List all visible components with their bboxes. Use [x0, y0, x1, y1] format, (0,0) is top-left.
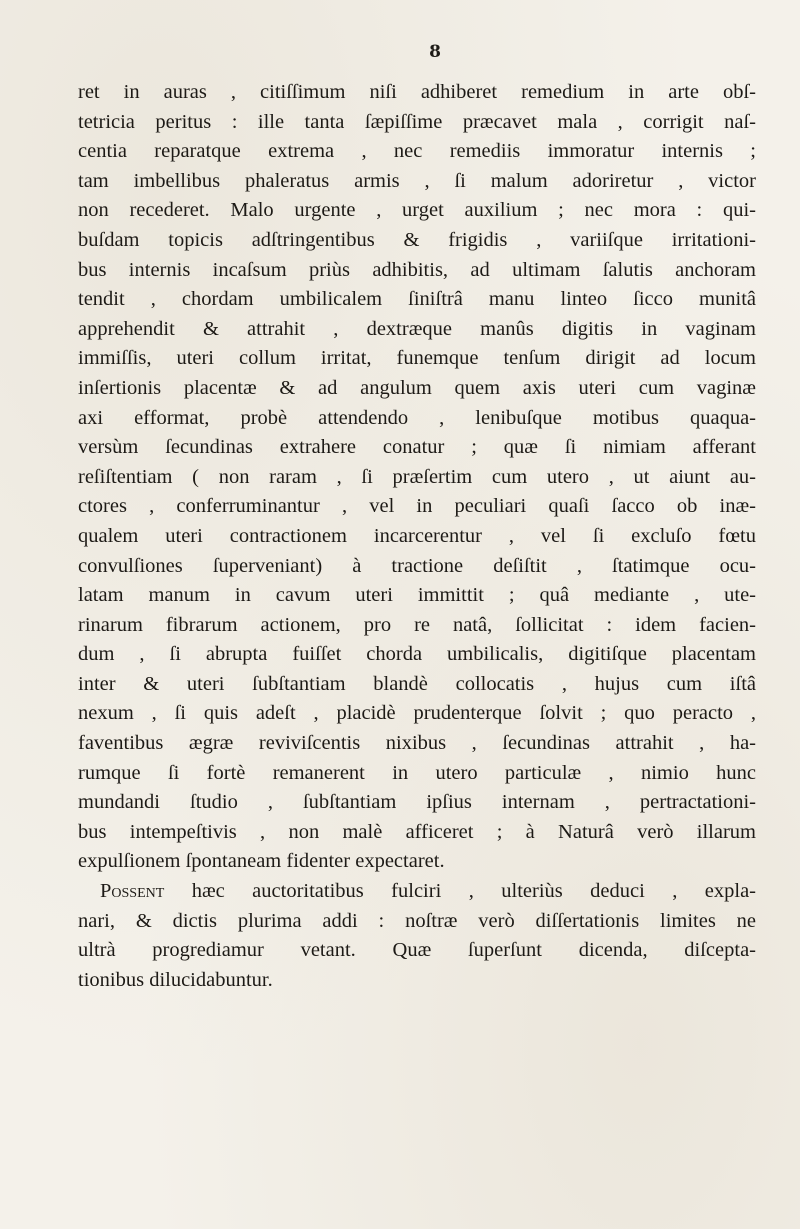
- text-line: immiſſis, uteri collum irritat, funemque tenſum dirigit ad locum: [78, 347, 756, 370]
- text-line: axi efformat, probè attendendo , lenibuſque motibus quaqua-: [78, 406, 756, 429]
- text-line: tionibus dilucidabuntur.: [78, 968, 273, 991]
- text-line: nexum , ſi quis adeſt , placidè prudenterque ſolvit ; quo peracto ,: [78, 702, 756, 725]
- text-line: mundandi ſtudio , ſubſtantiam ipſius internam , pertractationi-: [78, 791, 756, 814]
- text-line: expulſionem ſpontaneam fidenter expectaret.: [78, 850, 445, 873]
- text-line: bus internis incaſsum priùs adhibitis, ad ultimam ſalutis anchoram: [78, 258, 756, 281]
- text-line: bus intempeſtivis , non malè afficeret ; à Naturâ verò illarum: [78, 820, 756, 843]
- text-line: nari, & dictis plurima addi : noſtræ verò diſſertationis limites ne: [78, 909, 756, 932]
- text-line: inter & uteri ſubſtantiam blandè collocatis , hujus cum iſtâ: [78, 672, 756, 695]
- text-line: ret in auras , citiſſimum niſi adhiberet remedium in arte obſ-: [78, 81, 756, 103]
- text-line: dum , ſi abrupta fuiſſet chorda umbilicalis, digitiſque placentam: [78, 643, 756, 666]
- text-line: latam manum in cavum uteri immittit ; quâ mediante , ute-: [78, 584, 756, 607]
- text-line: ultrà progrediamur vetant. Quæ ſuperſunt dicenda, diſcepta-: [78, 939, 756, 962]
- text-line: versùm ſecundinas extrahere conatur ; quæ ſi nimiam afferant: [78, 436, 756, 459]
- text-line: rinarum fibrarum actionem, pro re natâ, ſollicitat : idem facien-: [78, 613, 756, 636]
- text-line: qualem uteri contractionem incarcerentur , vel ſi excluſo fœtu: [78, 524, 756, 547]
- text-line: ctores , conferruminantur , vel in peculiari quaſi ſacco ob inæ-: [78, 495, 756, 518]
- text-line: tam imbellibus phaleratus armis , ſi malum adoriretur , victor: [78, 169, 756, 192]
- text-line-rest: hæc auctoritatibus fulciri , ulteriùs deduci , expla-: [164, 880, 756, 903]
- page-number: 8: [429, 42, 441, 62]
- text-line: centia reparatque extrema , nec remediis immoratur internis ;: [78, 140, 756, 163]
- text-line: inſertionis placentæ & ad angulum quem axis uteri cum vaginæ: [78, 376, 756, 399]
- text-line: tendit , chordam umbilicalem ſiniſtrâ manu linteo ſicco munitâ: [78, 288, 756, 311]
- text-line: buſdam topicis adſtringentibus & frigidis , variiſque irritationi-: [78, 228, 756, 251]
- text-line: faventibus ægræ reviviſcentis nixibus , ſecundinas attrahit , ha-: [78, 732, 756, 755]
- paragraph-lead-word: Possent: [100, 880, 165, 903]
- paragraph-first-line: [78, 877, 756, 907]
- text-line: rumque ſi fortè remanerent in utero particulæ , nimio hunc: [78, 761, 756, 784]
- text-line: tetricia peritus : ille tanta ſæpiſſime præcavet mala , corrigit naſ-: [78, 110, 756, 133]
- text-line: convulſiones ſuperveniant) à tractione deſiſtit , ſtatimque ocu-: [78, 554, 756, 577]
- body-text: [78, 78, 756, 995]
- text-line: reſiſtentiam ( non raram , ſi præſertim cum utero , ut aiunt au-: [78, 465, 756, 488]
- text-line: non recederet. Malo urgente , urget auxilium ; nec mora : qui-: [78, 199, 756, 222]
- text-line: apprehendit & attrahit , dextræque manûs digitis in vaginam: [78, 317, 756, 340]
